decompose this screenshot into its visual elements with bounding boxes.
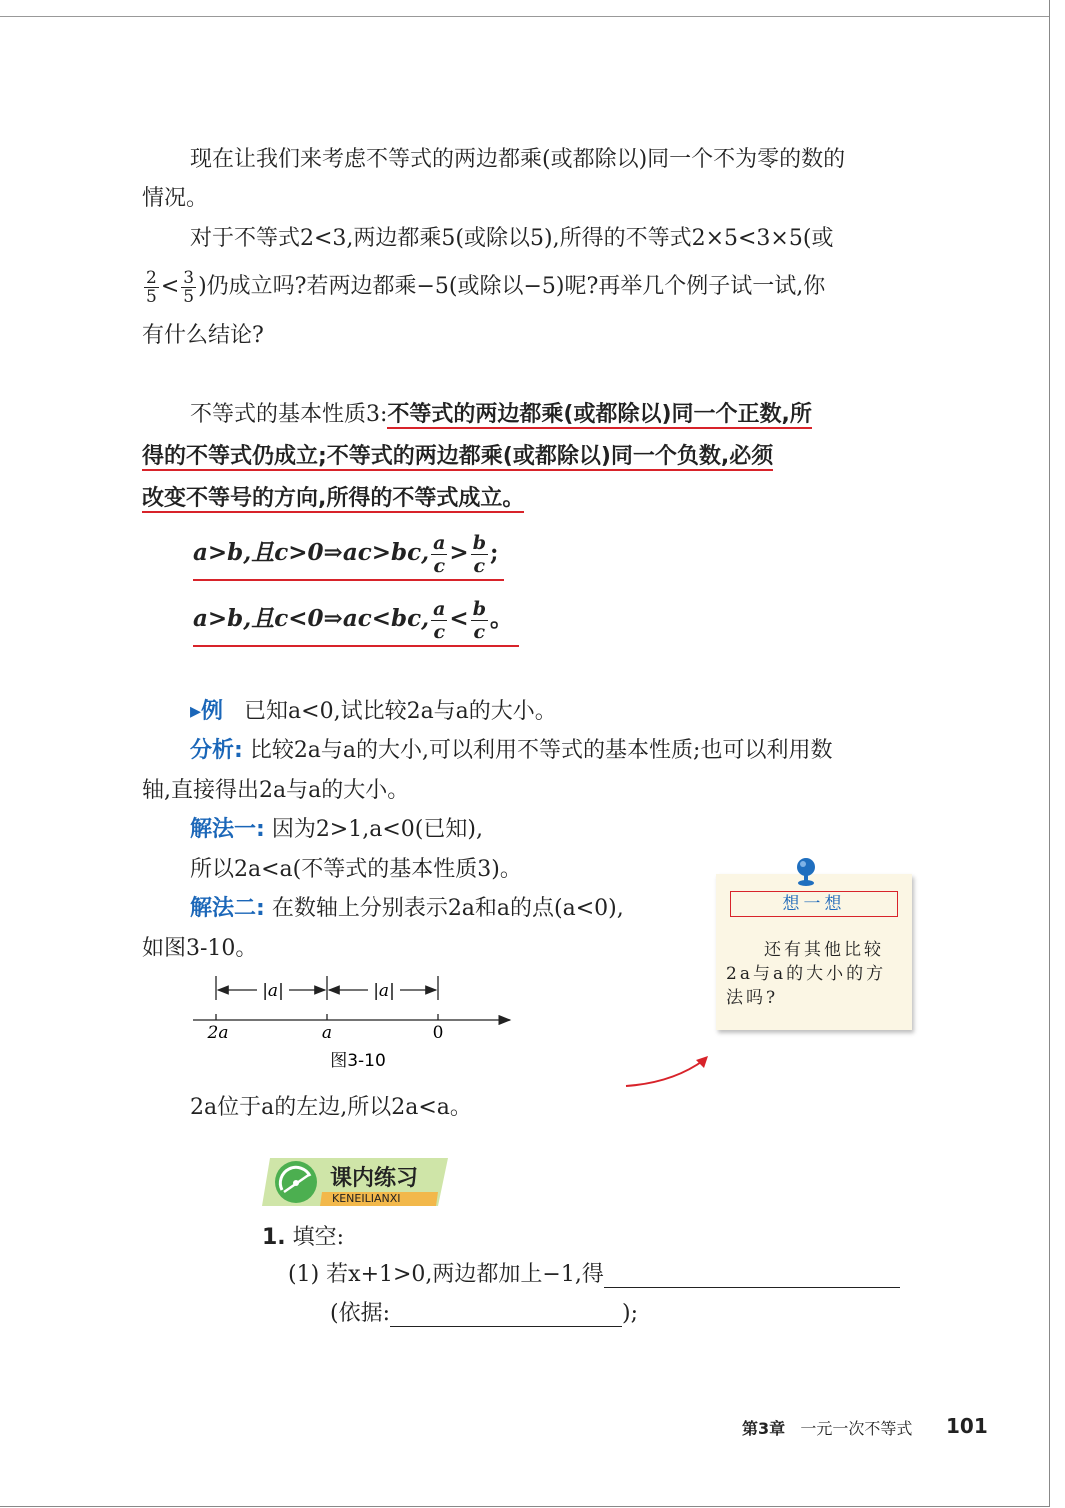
solution2-line1: 解法二: 在数轴上分别表示2a和a的点(a<0), [190, 896, 624, 921]
solution1-label: 解法一: [190, 817, 265, 842]
exercise-1: 1. 填空: [262, 1225, 345, 1250]
tick-label-2a: 2a [207, 1023, 229, 1043]
property-line3 [142, 486, 524, 512]
analysis-line1: 分析: 比较2a与a的大小,可以利用不等式的基本性质;也可以利用数 [190, 738, 833, 763]
think-note-title: 想一想 [730, 891, 898, 917]
example-text: 已知a<0,试比较2a与a的大小。 [244, 699, 557, 724]
footer-chapter: 第3章 一元一次不等式 [742, 1419, 913, 1438]
segment-label-right: |a| [373, 981, 395, 1001]
formula-negative: a>b,且c<0⇒ac<bc, $\frac{a}{c}$ < $\frac{b}{c}$ 。 [193, 593, 519, 647]
property-bold-1: 不等式的两边都乘(或都除以)同一个正数,所 [387, 402, 812, 427]
analysis-label: 分析: [190, 738, 243, 763]
para1-line2: 情况。 [142, 186, 209, 211]
property-bold-2: 得的不等式仍成立;不等式的两边都乘(或都除以)同一个负数,必须 [142, 444, 774, 469]
page-number: 101 [946, 1414, 988, 1438]
fraction-b-c: $\frac{b}{c}$ [472, 531, 486, 577]
example-line [190, 699, 557, 725]
solution1-line2: 所以2a<a(不等式的基本性质3)。 [190, 857, 522, 882]
para2-line2: $\frac{2}{5}$ < $\frac{3}{5}$ )仍成立吗?若两边都乘−5(或除以−5)呢?再举几个例子试一试,你 [146, 267, 826, 307]
para2-line1: 对于不等式2<3,两边都乘5(或除以5),所得的不等式2×5<3×5(或 [190, 226, 834, 251]
fraction-a-c-2: $\frac{a}{c}$ [433, 597, 446, 643]
fraction-b-c-2: $\frac{b}{c}$ [472, 597, 486, 643]
protractor-icon [270, 1154, 322, 1206]
think-note [716, 874, 912, 1030]
answer-blank-basis[interactable] [390, 1304, 622, 1327]
exercise-1-1-basis: (依据: ); [330, 1301, 638, 1326]
practice-title: 课内练习 [330, 1166, 419, 1191]
solution2-label: 解法二: [190, 896, 265, 921]
conclusion: 2a位于a的左边,所以2a<a。 [190, 1095, 472, 1120]
fraction-a-c: $\frac{a}{c}$ [433, 531, 446, 577]
segment-label-left: |a| [262, 981, 284, 1001]
solution1-line1: 解法一: 因为2>1,a<0(已知), [190, 817, 483, 842]
property-label: 不等式的基本性质3: [190, 402, 388, 427]
practice-subtitle: KENEILIANXI [332, 1192, 401, 1205]
figure-caption: 图3-10 [330, 1051, 386, 1071]
fraction-3-5: $\frac{3}{5}$ [183, 267, 195, 307]
tick-label-a: a [321, 1023, 333, 1043]
exercise-1-1: (1) 若x+1>0,两边都加上−1,得 [288, 1262, 900, 1288]
practice-header [262, 1156, 448, 1208]
page-top-border [0, 0, 1049, 17]
analysis-line2: 轴,直接得出2a与a的大小。 [142, 778, 410, 803]
fraction-2-5: $\frac{2}{5}$ [146, 267, 157, 307]
formula-positive: a>b,且c>0⇒ac>bc, $\frac{a}{c}$ > $\frac{b}{c}$ ; [193, 527, 504, 581]
property-bold-3: 改变不等号的方向,所得的不等式成立。 [142, 486, 525, 511]
solution2-line2: 如图3-10。 [142, 936, 258, 961]
answer-blank-1[interactable] [604, 1265, 900, 1288]
para2-line3: 有什么结论? [142, 323, 264, 348]
property-line2 [142, 444, 773, 470]
example-marker: ▸例 [190, 699, 224, 724]
curved-arrow-icon [620, 1050, 715, 1095]
tick-label-0: 0 [432, 1023, 444, 1043]
think-note-body: 还有其他比较2a与a的大小的方法吗? [726, 940, 887, 1008]
para1-line1: 现在让我们来考虑不等式的两边都乘(或都除以)同一个不为零的数的 [190, 147, 846, 172]
pushpin-icon [793, 856, 819, 890]
number-line-figure [185, 970, 525, 1075]
property-line1 [190, 402, 812, 428]
exercise-number: 1. [262, 1225, 286, 1250]
